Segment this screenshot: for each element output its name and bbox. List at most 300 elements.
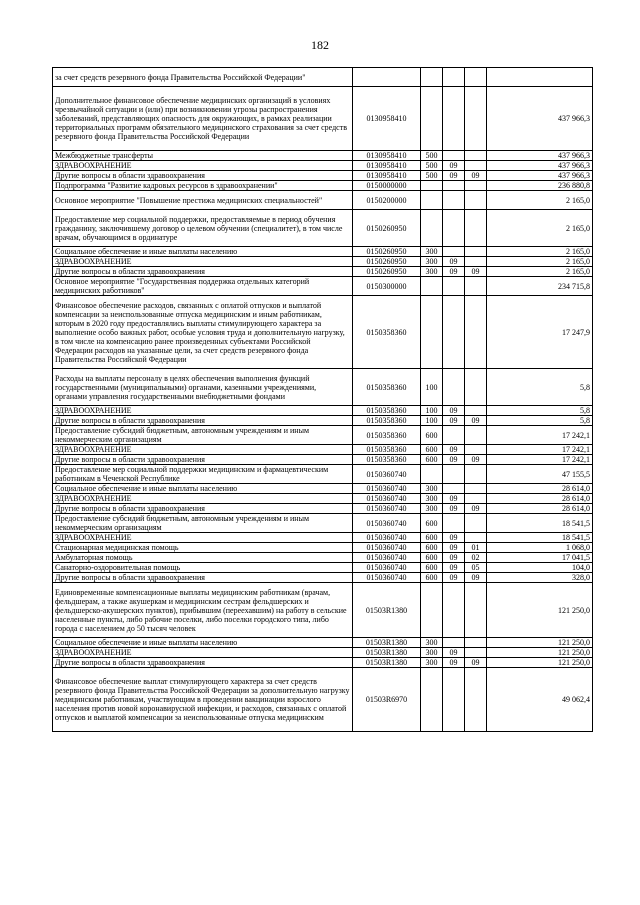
section-code-cell [443, 426, 465, 445]
table-row [53, 465, 593, 484]
subsection-code-cell [465, 484, 487, 494]
expense-type-code: 300 [425, 267, 438, 276]
amount: 5,8 [580, 382, 590, 392]
target-article-code-cell [353, 257, 421, 267]
subsection-code-cell [465, 416, 487, 426]
target-article-code-cell [353, 563, 421, 573]
table-row [53, 426, 593, 445]
subsection-code-cell [465, 583, 487, 638]
amount: 236 880,8 [558, 181, 590, 190]
amount: 234 715,8 [558, 281, 590, 291]
target-article-code: 0150358360 [366, 430, 407, 440]
section-code-cell [443, 553, 465, 563]
row-name-cell [53, 267, 353, 277]
section-code-cell [443, 267, 465, 277]
table-row [53, 161, 593, 171]
target-article-code: 0150360740 [366, 504, 407, 513]
target-article-code: 0150260950 [366, 223, 407, 233]
expense-type-code-cell [421, 267, 443, 277]
table-row [53, 455, 593, 465]
section-code-cell [443, 87, 465, 151]
table-row [53, 191, 593, 210]
row-name: Расходы на выплаты персоналу в целях обеспечения выполнения функций государственными (муниципальными) органами, казенными учреждениями, органами управления государственными внебюджетными фондами [55, 373, 317, 401]
target-article-code-cell [353, 484, 421, 494]
target-article-code-cell [353, 494, 421, 504]
amount: 2 165,0 [566, 223, 590, 233]
expense-type-code: 500 [425, 161, 438, 170]
section-code-cell [443, 484, 465, 494]
row-name-cell [53, 484, 353, 494]
budget-table [52, 67, 593, 732]
table-row [53, 658, 593, 668]
expense-type-code-cell [421, 277, 443, 296]
section-code: 09 [449, 573, 458, 582]
target-article-code-cell [353, 87, 421, 151]
row-name-cell [53, 210, 353, 247]
subsection-code-cell [465, 296, 487, 369]
expense-type-code: 600 [425, 445, 438, 454]
amount: 2 165,0 [566, 267, 590, 276]
section-code: 09 [449, 267, 458, 276]
amount-cell [487, 494, 593, 504]
row-name-cell [53, 648, 353, 658]
expense-type-code-cell [421, 484, 443, 494]
section-code-cell [443, 514, 465, 533]
amount-cell [487, 455, 593, 465]
row-name: Социальное обеспечение и иные выплаты населению [55, 247, 238, 256]
amount-cell [487, 277, 593, 296]
amount-cell [487, 504, 593, 514]
row-name-cell [53, 455, 353, 465]
target-article-code-cell [353, 277, 421, 296]
target-article-code-cell [353, 151, 421, 161]
expense-type-code: 600 [425, 573, 438, 582]
expense-type-code: 300 [425, 658, 438, 667]
subsection-code-cell [465, 161, 487, 171]
table-row [53, 573, 593, 583]
target-article-code: 0130958410 [366, 114, 407, 123]
section-code-cell [443, 668, 465, 732]
target-article-code-cell [353, 465, 421, 484]
target-article-code: 0150260950 [366, 267, 407, 276]
subsection-code-cell [465, 68, 487, 87]
expense-type-code-cell [421, 583, 443, 638]
row-name: Предоставление субсидий бюджетным, автономным учреждениям и иным некоммерческим организациям [55, 514, 310, 532]
amount: 104,0 [572, 563, 590, 572]
amount-cell [487, 553, 593, 563]
target-article-code-cell [353, 369, 421, 406]
row-name-cell [53, 171, 353, 181]
table-row [53, 406, 593, 416]
subsection-code-cell [465, 191, 487, 210]
row-name-cell [53, 553, 353, 563]
row-name: ЗДРАВООХРАНЕНИЕ [55, 161, 132, 170]
subsection-code: 01 [471, 543, 480, 552]
section-code-cell [443, 648, 465, 658]
amount-cell [487, 416, 593, 426]
section-code-cell [443, 277, 465, 296]
table-row [53, 583, 593, 638]
row-name-cell [53, 151, 353, 161]
amount: 17 247,9 [562, 327, 590, 337]
target-article-code: 0150360740 [366, 573, 407, 582]
subsection-code: 09 [471, 658, 480, 667]
row-name: за счет средств резервного фонда Правительства Российской Федерации" [55, 72, 306, 82]
expense-type-code: 300 [425, 648, 438, 657]
amount-cell [487, 210, 593, 247]
expense-type-code-cell [421, 416, 443, 426]
section-code: 09 [449, 533, 458, 542]
subsection-code-cell [465, 210, 487, 247]
row-name-cell [53, 465, 353, 484]
row-name: Социальное обеспечение и иные выплаты населению [55, 638, 238, 647]
expense-type-code: 100 [425, 382, 438, 392]
section-code-cell [443, 455, 465, 465]
row-name-cell [53, 68, 353, 87]
expense-type-code-cell [421, 465, 443, 484]
subsection-code: 09 [471, 416, 480, 425]
expense-type-code: 600 [425, 455, 438, 464]
table-body [53, 68, 593, 732]
amount: 121 250,0 [558, 648, 590, 657]
subsection-code: 09 [471, 267, 480, 276]
target-article-code: 0150358360 [366, 445, 407, 454]
amount-cell [487, 191, 593, 210]
table-row [53, 445, 593, 455]
table-row [53, 277, 593, 296]
subsection-code-cell [465, 553, 487, 563]
target-article-code-cell [353, 638, 421, 648]
row-name: Санаторно-оздоровительная помощь [55, 563, 181, 572]
target-article-code-cell [353, 533, 421, 543]
section-code: 09 [449, 504, 458, 513]
amount-cell [487, 151, 593, 161]
amount: 28 614,0 [562, 484, 590, 493]
row-name: Социальное обеспечение и иные выплаты населению [55, 484, 238, 493]
amount: 2 165,0 [566, 247, 590, 256]
table-row [53, 543, 593, 553]
section-code-cell [443, 210, 465, 247]
expense-type-code-cell [421, 296, 443, 369]
section-code: 09 [449, 257, 458, 266]
expense-type-code: 300 [425, 494, 438, 503]
row-name-cell [53, 658, 353, 668]
expense-type-code-cell [421, 533, 443, 543]
row-name: Другие вопросы в области здравоохранения [55, 658, 205, 667]
subsection-code-cell [465, 426, 487, 445]
target-article-code: 01503R6970 [365, 695, 408, 704]
amount-cell [487, 426, 593, 445]
target-article-code-cell [353, 247, 421, 257]
section-code-cell [443, 563, 465, 573]
target-article-code: 01503R1380 [365, 638, 408, 647]
expense-type-code: 100 [425, 406, 438, 415]
amount-cell [487, 484, 593, 494]
table-row [53, 514, 593, 533]
section-code: 09 [449, 543, 458, 552]
amount: 18 541,5 [562, 533, 590, 542]
target-article-code-cell [353, 426, 421, 445]
amount: 18 541,5 [562, 518, 590, 528]
table-row [53, 181, 593, 191]
subsection-code-cell [465, 369, 487, 406]
target-article-code: 0150360740 [366, 543, 407, 552]
table-row [53, 648, 593, 658]
row-name: Предоставление субсидий бюджетным, автономным учреждениям и иным некоммерческим организациям [55, 426, 310, 444]
amount-cell [487, 161, 593, 171]
expense-type-code-cell [421, 406, 443, 416]
row-name: Финансовое обеспечение расходов, связанных с оплатой отпусков и выплатой компенсации за неиспользованные отпуска медицинским и иным работникам, которым в 2020 году предоставлялись выплаты стимулирующего характера за выполнение особо важных работ, особые условия труда и дополнительную нагрузку, в том числе на компенсацию ранее произведенных субъектами Российской Федерации расходов на указанные цели, за счет средств резервного фонда Правительства Российской Федерации [55, 300, 345, 364]
amount: 5,8 [580, 416, 590, 425]
expense-type-code-cell [421, 445, 443, 455]
row-name: Предоставление мер социальной поддержки медицинским и фармацевтическим работникам в Чеченской Республике [55, 465, 329, 483]
amount: 437 966,3 [558, 151, 590, 160]
row-name-cell [53, 494, 353, 504]
amount: 437 966,3 [558, 161, 590, 170]
row-name: Подпрограмма "Развитие кадровых ресурсов в здравоохранении" [55, 181, 278, 190]
subsection-code-cell [465, 563, 487, 573]
amount-cell [487, 638, 593, 648]
table-row [53, 247, 593, 257]
table-row [53, 151, 593, 161]
expense-type-code: 600 [425, 563, 438, 572]
section-code: 09 [449, 553, 458, 562]
section-code: 09 [449, 455, 458, 464]
target-article-code: 0150300000 [366, 281, 407, 291]
expense-type-code-cell [421, 191, 443, 210]
amount-cell [487, 533, 593, 543]
section-code-cell [443, 369, 465, 406]
row-name: Финансовое обеспечение выплат стимулирующего характера за счет средств резервного фонда Правительства Российской Федерации за дополнительную нагрузку медицинским работникам, участвующим в проведении вакцинации взрослого населения против новой коронавирусной инфекции, и расходов, связанных с оплатой отпусков и выплатой компенсации за неиспользованные отпуска медицинским [55, 677, 350, 722]
row-name-cell [53, 638, 353, 648]
target-article-code: 0150360740 [366, 553, 407, 562]
row-name: ЗДРАВООХРАНЕНИЕ [55, 406, 132, 415]
subsection-code: 05 [471, 563, 480, 572]
subsection-code: 09 [471, 504, 480, 513]
subsection-code-cell [465, 277, 487, 296]
expense-type-code-cell [421, 151, 443, 161]
row-name: Единовременные компенсационные выплаты медицинским работникам (врачам, фельдшерам, а также акушеркам и медицинским сестрам фельдшерских и фельдшерско-акушерских пунктов), прибывшим (переехавшим) на работу в сельские населенные пункты, либо рабочие поселки, либо поселки городского типа, либо города с населением до 50 тысяч человек [55, 587, 347, 633]
amount-cell [487, 87, 593, 151]
target-article-code: 0150358360 [366, 455, 407, 464]
subsection-code-cell [465, 406, 487, 416]
expense-type-code-cell [421, 494, 443, 504]
amount-cell [487, 583, 593, 638]
amount: 17 242,1 [562, 455, 590, 464]
section-code: 09 [449, 494, 458, 503]
subsection-code-cell [465, 494, 487, 504]
section-code-cell [443, 161, 465, 171]
row-name-cell [53, 563, 353, 573]
section-code-cell [443, 68, 465, 87]
amount: 5,8 [580, 406, 590, 415]
target-article-code: 01503R1380 [365, 648, 408, 657]
section-code-cell [443, 583, 465, 638]
amount-cell [487, 514, 593, 533]
target-article-code-cell [353, 416, 421, 426]
target-article-code: 0130958410 [366, 151, 407, 160]
row-name: Другие вопросы в области здравоохранения [55, 267, 205, 276]
target-article-code-cell [353, 191, 421, 210]
row-name-cell [53, 533, 353, 543]
section-code-cell [443, 658, 465, 668]
expense-type-code: 300 [425, 504, 438, 513]
subsection-code: 09 [471, 171, 480, 180]
section-code-cell [443, 504, 465, 514]
subsection-code-cell [465, 543, 487, 553]
section-code-cell [443, 573, 465, 583]
row-name: ЗДРАВООХРАНЕНИЕ [55, 533, 132, 542]
target-article-code-cell [353, 583, 421, 638]
row-name-cell [53, 426, 353, 445]
expense-type-code-cell [421, 668, 443, 732]
amount: 17 041,5 [562, 553, 590, 562]
table-row [53, 504, 593, 514]
section-code-cell [443, 296, 465, 369]
subsection-code: 02 [471, 553, 480, 562]
row-name: Стационарная медицинская помощь [55, 543, 179, 552]
expense-type-code: 600 [425, 553, 438, 562]
target-article-code-cell [353, 553, 421, 563]
table-row [53, 210, 593, 247]
expense-type-code-cell [421, 504, 443, 514]
amount: 2 165,0 [566, 195, 590, 205]
section-code: 09 [449, 445, 458, 454]
amount: 1 068,0 [566, 543, 590, 552]
row-name: Предоставление мер социальной поддержки, предоставляемые в период обучения гражданину, заключившему договор о целевом обучении (специалитет), в том числе врачам, обучающимся в ординатуре [55, 214, 343, 242]
subsection-code-cell [465, 267, 487, 277]
target-article-code: 0150360740 [366, 533, 407, 542]
amount-cell [487, 658, 593, 668]
target-article-code-cell [353, 445, 421, 455]
row-name: Другие вопросы в области здравоохранения [55, 455, 205, 464]
target-article-code: 0150260950 [366, 257, 407, 266]
subsection-code-cell [465, 151, 487, 161]
table-row [53, 416, 593, 426]
section-code-cell [443, 533, 465, 543]
section-code-cell [443, 247, 465, 257]
row-name-cell [53, 87, 353, 151]
expense-type-code: 500 [425, 151, 438, 160]
amount: 2 165,0 [566, 257, 590, 266]
target-article-code-cell [353, 648, 421, 658]
target-article-code: 0150358360 [366, 382, 407, 392]
row-name-cell [53, 181, 353, 191]
section-code: 09 [449, 563, 458, 572]
subsection-code-cell [465, 658, 487, 668]
expense-type-code-cell [421, 638, 443, 648]
expense-type-code-cell [421, 553, 443, 563]
target-article-code: 0150200000 [366, 195, 407, 205]
row-name: Основное мероприятие "Государственная поддержка отдельных категорий медицинских работников" [55, 277, 310, 295]
row-name-cell [53, 406, 353, 416]
row-name-cell [53, 416, 353, 426]
amount: 121 250,0 [558, 638, 590, 647]
row-name: Амбулаторная помощь [55, 553, 133, 562]
amount: 121 250,0 [558, 658, 590, 667]
target-article-code-cell [353, 658, 421, 668]
section-code-cell [443, 465, 465, 484]
row-name-cell [53, 504, 353, 514]
target-article-code-cell [353, 514, 421, 533]
target-article-code-cell [353, 296, 421, 369]
row-name: ЗДРАВООХРАНЕНИЕ [55, 494, 132, 503]
expense-type-code: 600 [425, 430, 438, 440]
target-article-code: 0130958410 [366, 171, 407, 180]
target-article-code-cell [353, 504, 421, 514]
section-code: 09 [449, 658, 458, 667]
target-article-code: 0150360740 [366, 518, 407, 528]
expense-type-code-cell [421, 369, 443, 406]
target-article-code: 0150360740 [366, 563, 407, 572]
row-name-cell [53, 191, 353, 210]
amount-cell [487, 668, 593, 732]
amount: 28 614,0 [562, 504, 590, 513]
expense-type-code-cell [421, 563, 443, 573]
amount: 17 242,1 [562, 445, 590, 454]
section-code-cell [443, 171, 465, 181]
amount-cell [487, 648, 593, 658]
section-code-cell [443, 151, 465, 161]
row-name-cell [53, 573, 353, 583]
row-name: Другие вопросы в области здравоохранения [55, 573, 205, 582]
section-code-cell [443, 445, 465, 455]
expense-type-code: 600 [425, 543, 438, 552]
subsection-code-cell [465, 455, 487, 465]
expense-type-code: 300 [425, 484, 438, 493]
row-name: ЗДРАВООХРАНЕНИЕ [55, 257, 132, 266]
amount: 17 242,1 [562, 430, 590, 440]
row-name-cell [53, 296, 353, 369]
row-name: Другие вопросы в области здравоохранения [55, 171, 205, 180]
target-article-code: 0150000000 [366, 181, 407, 190]
row-name-cell [53, 247, 353, 257]
expense-type-code-cell [421, 161, 443, 171]
section-code: 09 [449, 161, 458, 170]
row-name: ЗДРАВООХРАНЕНИЕ [55, 445, 132, 454]
target-article-code-cell [353, 668, 421, 732]
row-name-cell [53, 514, 353, 533]
expense-type-code: 600 [425, 518, 438, 528]
expense-type-code-cell [421, 658, 443, 668]
amount-cell [487, 465, 593, 484]
table-row [53, 553, 593, 563]
amount: 121 250,0 [558, 605, 590, 615]
table-row [53, 369, 593, 406]
row-name: Межбюджетные трансферты [55, 151, 153, 160]
expense-type-code-cell [421, 247, 443, 257]
expense-type-code-cell [421, 514, 443, 533]
table-row [53, 638, 593, 648]
amount-cell [487, 267, 593, 277]
expense-type-code-cell [421, 68, 443, 87]
subsection-code-cell [465, 445, 487, 455]
amount-cell [487, 543, 593, 553]
amount-cell [487, 563, 593, 573]
expense-type-code-cell [421, 171, 443, 181]
row-name-cell [53, 161, 353, 171]
expense-type-code: 300 [425, 638, 438, 647]
expense-type-code-cell [421, 573, 443, 583]
table-row [53, 563, 593, 573]
target-article-code-cell [353, 406, 421, 416]
subsection-code-cell [465, 668, 487, 732]
expense-type-code: 300 [425, 257, 438, 266]
target-article-code-cell [353, 455, 421, 465]
row-name-cell [53, 668, 353, 732]
target-article-code: 0150360740 [366, 494, 407, 503]
target-article-code-cell [353, 68, 421, 87]
